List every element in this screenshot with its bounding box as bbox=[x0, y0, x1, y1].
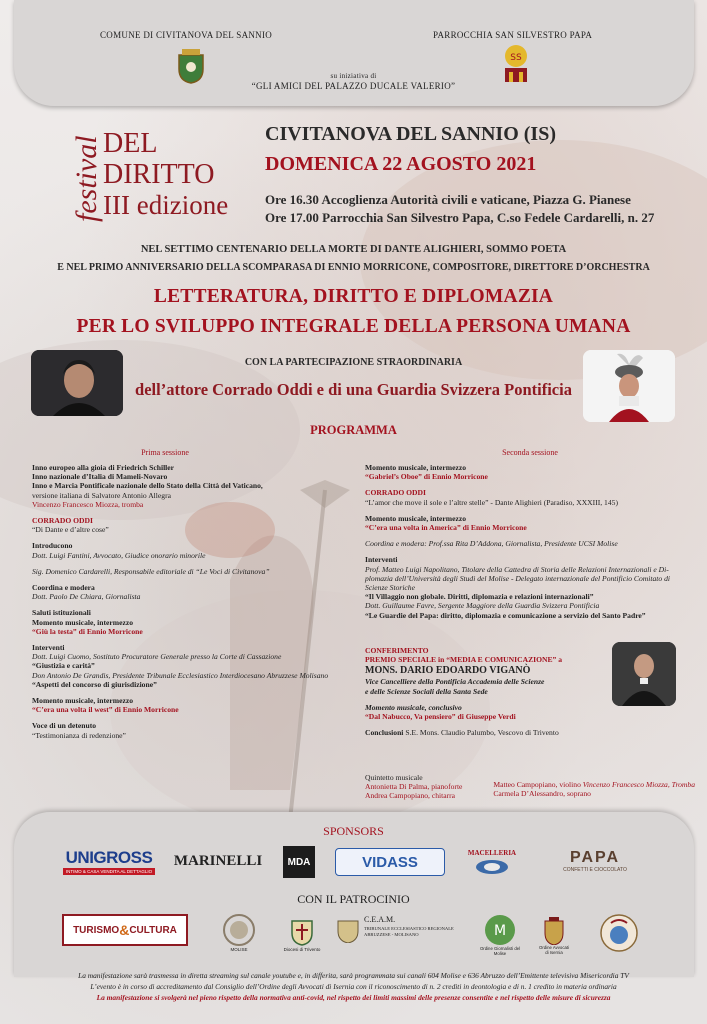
program-line: Interventi bbox=[32, 643, 65, 653]
program-line: “Di Dante e d’altre cose” bbox=[32, 525, 109, 535]
ordine-avvocati-icon bbox=[543, 915, 565, 945]
program-line: Dott. Luigi Fantini, Avvocato, Giudice onorario minorile bbox=[32, 550, 206, 560]
award-desc-2: e delle Scienze Sociali della Santa Sede bbox=[365, 686, 488, 696]
quintet-title: Quintetto musicale bbox=[365, 773, 423, 782]
svg-text:M: M bbox=[493, 923, 507, 939]
second-session-title: Seconda sessione bbox=[502, 448, 558, 457]
macelleria-cow-icon bbox=[472, 857, 512, 875]
quintet-member-2: Andrea Campopiano, chitarra bbox=[365, 791, 456, 801]
music-final-label: Momento musicale, conclusivo bbox=[365, 702, 462, 712]
round-seal-icon bbox=[599, 913, 639, 953]
quintet-member-3: Matteo Campopiano, violino bbox=[493, 780, 581, 790]
event-place: CIVITANOVA DEL SANNIO (IS) bbox=[265, 123, 556, 145]
program-line: Saluti istituzionali bbox=[32, 608, 91, 618]
main-title-line-2: PER LO SVILUPPO INTEGRALE DELLA PERSONA UMANA bbox=[76, 316, 631, 337]
award-line-1: CONFERIMENTO bbox=[365, 646, 429, 655]
program-line: Momento musicale, intermezzo bbox=[365, 463, 467, 472]
award-name: MONS. DARIO EDOARDO VIGANÒ bbox=[365, 665, 531, 677]
program-line: “Giustizia e carità” bbox=[32, 661, 95, 671]
program-line bbox=[32, 560, 342, 567]
program-line bbox=[32, 534, 342, 541]
program-line: Interventi bbox=[365, 555, 398, 565]
conclusion-label: Conclusioni bbox=[365, 728, 404, 738]
sponsors-title: SPONSORS bbox=[323, 824, 384, 838]
footer-line-2: L’evento è in corso di accreditamento dal Consiglio dell’Ordine degli Avvocati di Isernia con il riconoscimento di n. 2 crediti in deontologia e di n. 1 credito in materia ordinaria bbox=[90, 982, 617, 991]
program-line: “Giù la testa” di Ennio Morricone bbox=[32, 626, 143, 636]
award-desc-1: Vice Cancelliere della Pontificia Accademia delle Scienze bbox=[365, 677, 545, 687]
program-line bbox=[32, 714, 342, 721]
program-line: Introducono bbox=[32, 541, 73, 551]
svg-text:SS: SS bbox=[510, 53, 522, 63]
patronage-title: CON IL PATROCINIO bbox=[297, 892, 410, 906]
quintet-member-1: Antonietta Di Palma, pianoforte bbox=[365, 782, 463, 792]
program-line: Scienze Storiche bbox=[365, 583, 415, 593]
program-line bbox=[32, 689, 342, 696]
quintet-member-5: Carmela D’Alessandro, soprano bbox=[493, 789, 591, 799]
festival-word: festival bbox=[70, 135, 103, 222]
program-line: Inno e Marcia Pontificale nazionale dello Stato della Città del Vaticano, bbox=[32, 481, 263, 491]
program-line: “Il Villaggio non globale. Diritti, diplomazia e relazioni internazionali” bbox=[365, 592, 594, 602]
program-line: CORRADO ODDI bbox=[32, 516, 93, 526]
event-time-2: Ore 17.00 Parrocchia San Silvestro Papa, C.so Fedele Cardarelli, n. 27 bbox=[265, 210, 655, 225]
first-session-title: Prima sessione bbox=[141, 448, 189, 457]
program-line: Inno europeo alla gioia di Friedrich Schiller bbox=[32, 463, 175, 472]
program-line: Momento musicale, intermezzo bbox=[32, 617, 134, 627]
program-line: Prof. Matteo Luigi Napolitano, Titolare della Cattedra di Storia delle Relazioni Internazionali e Di- bbox=[365, 564, 669, 574]
program-line: “Gabriel’s Oboe” di Ennio Morricone bbox=[365, 472, 488, 482]
program-line: Dott. Paolo De Chiara, Giornalista bbox=[32, 592, 141, 602]
program-line bbox=[32, 509, 342, 516]
event-time-1: Ore 16.30 Accoglienza Autorità civili e vaticane, Piazza G. Pianese bbox=[265, 192, 631, 207]
main-title-line-1: LETTERATURA, DIRITTO E DIPLOMAZIA bbox=[153, 286, 554, 307]
ceam-logo: C.E.A.M. TRIBUNALE ECCLESIASTICO REGIONALE ABRUZZESE - MOLISANO bbox=[336, 915, 471, 945]
program-line: Voce di un detenuto bbox=[32, 721, 97, 731]
footer-line-3: La manifestazione si svolgerà nel pieno rispetto della normativa anti-covid, nel rispetto dei limiti massimi delle presenze consentite e nel rispetto delle misure di sicurezza bbox=[96, 993, 611, 1002]
comune-label: COMUNE DI CIVITANOVA DEL SANNIO bbox=[100, 30, 273, 40]
participation-text: dell’attore Corrado Oddi e di una Guardia Svizzera Pontificia bbox=[135, 380, 572, 399]
program-line: Coordina e modera: Prof.ssa Rita D’Addona, Giornalista, Presidente UCSI Molise bbox=[365, 539, 618, 549]
footer-line-1: La manifestazione sarà trasmessa in diretta streaming sul canale youtube e, in differita, sarà programmata sui canali 604 Molise e 636 Abruzzo dell’Emittente televisiva Misericordia TV bbox=[78, 971, 629, 980]
program-line: Don Antonio De Grandis, Presidente Tribunale Ecclesiastico Interdiocesano Abruzzese Molisano bbox=[32, 670, 329, 680]
program-line: “Le Guardie del Papa: diritto, diplomazia e comunicazione a servizio del Santo Padre” bbox=[365, 610, 646, 620]
program-line: Sig. Domenico Cardarelli, Responsabile editoriale di “Le Voci di Civitanova” bbox=[32, 566, 270, 576]
anniversary-line-2: E NEL PRIMO ANNIVERSARIO DELLA SCOMPARASA DI ENNIO MORRICONE, COMPOSITORE, DIRETTORE D’ORCHESTRA bbox=[57, 262, 650, 273]
second-session-list bbox=[365, 463, 685, 620]
turismo-cultura-logo: TURISMO & CULTURA bbox=[62, 914, 188, 946]
festival-line-edizione: III edizione bbox=[103, 190, 229, 220]
event-date: DOMENICA 22 AGOSTO 2021 bbox=[265, 153, 537, 175]
first-session-list bbox=[32, 463, 342, 740]
program-line: Inno nazionale d’Italia di Mameli-Novaro bbox=[32, 472, 168, 482]
program-line bbox=[32, 576, 342, 583]
program-line: Dott. Luigi Cuomo, Sostituto Procuratore Generale presso la Corte di Cassazione bbox=[32, 652, 282, 662]
program-line bbox=[365, 507, 685, 514]
program-line: Momento musicale, intermezzo bbox=[365, 513, 467, 523]
program-line: “Testimonianza di redenzione” bbox=[32, 730, 126, 740]
ordine-giornalisti-logo: M Ordine Giornalisti del Molise bbox=[477, 910, 523, 960]
anniversary-line-1: NEL SETTIMO CENTENARIO DELLA MORTE DI DANTE ALIGHIERI, SOMMO POETA bbox=[140, 244, 567, 255]
ordine-avvocati-logo: Ordine Avvocati di Isernia bbox=[537, 910, 571, 960]
conclusion-line bbox=[365, 728, 625, 737]
molise-logo: MOLISE bbox=[215, 910, 263, 954]
program-line: Momento musicale, intermezzo bbox=[32, 696, 134, 706]
participation-intro: CON LA PARTECIPAZIONE STRAORDINARIA bbox=[244, 357, 463, 368]
vigano-photo bbox=[612, 642, 676, 706]
program-line bbox=[365, 532, 685, 539]
mda-logo: MDA bbox=[283, 846, 315, 878]
program-line: CORRADO ODDI bbox=[365, 488, 426, 498]
program-line bbox=[365, 548, 685, 555]
program-line: Coordina e modera bbox=[32, 583, 95, 593]
papa-logo: PAPA CONFETTI E CIOCCOLATO bbox=[563, 849, 627, 873]
molise-emblem-icon bbox=[222, 913, 256, 947]
unigross-logo: UNIGROSS INTIMO & CASA VENDITA AL DETTAGLIO bbox=[60, 846, 158, 876]
award-line-2: PREMIO SPECIALE in “MEDIA E COMUNICAZIONE” a bbox=[365, 655, 563, 665]
music-final-title: “Dal Nabucco, Va pensiero” di Giuseppe Verdi bbox=[365, 712, 516, 722]
extra-patron-logo bbox=[598, 912, 640, 954]
program-line: versione italiana di Salvatore Antonio Allegra bbox=[32, 490, 171, 500]
parrocchia-label: PARROCCHIA SAN SILVESTRO PAPA bbox=[433, 30, 593, 40]
program-line: “C’era una volta il west” di Ennio Morricone bbox=[32, 705, 179, 715]
marinelli-logo: MARINELLI bbox=[173, 852, 263, 869]
program-line: Dott. Guillaume Favre, Sergente Maggiore della Guardia Svizzera Pontificia bbox=[365, 601, 600, 611]
program-line bbox=[32, 636, 342, 643]
festival-line-diritto: DIRITTO bbox=[103, 159, 215, 190]
initiative-label: su iniziativa di bbox=[330, 72, 377, 80]
conclusion-text: S.E. Mons. Claudio Palumbo, Vescovo di Trivento bbox=[405, 728, 559, 738]
macelleria-logo: MACELLERIA bbox=[460, 845, 524, 879]
initiative-org: “GLI AMICI DEL PALAZZO DUCALE VALERIO” bbox=[251, 81, 456, 91]
quintet-member-4: Vincenzo Francesco Miozza, Tromba bbox=[582, 780, 695, 790]
diocesi-logo: Diocesi di Trivento bbox=[282, 910, 322, 956]
program-line: “C’era una volta in America” di Ennio Morricone bbox=[365, 523, 527, 533]
program-line bbox=[32, 601, 342, 608]
programma-title: PROGRAMMA bbox=[310, 423, 397, 437]
program-line bbox=[365, 481, 685, 488]
program-line: “L’amor che move il sole e l’altre stelle” - Dante Alighieri (Paradiso, XXXIII, 145) bbox=[365, 497, 618, 507]
ceam-emblem-icon bbox=[336, 917, 360, 943]
program-line: plomazia dell’Università degli Studi del Molise - Delegato internazionale del Pontificio Comitato di bbox=[365, 573, 670, 583]
award-block bbox=[365, 646, 625, 737]
program-line: Vincenzo Francesco Miozza, tromba bbox=[32, 499, 144, 509]
quintet-block bbox=[365, 773, 695, 801]
program-line: “Aspetti del concorso di giurisdizione” bbox=[32, 679, 157, 689]
diocesi-emblem-icon bbox=[289, 915, 315, 947]
ordine-giornalisti-icon bbox=[484, 914, 516, 946]
festival-line-del: DEL bbox=[103, 128, 158, 159]
vidass-logo: VIDASS bbox=[335, 848, 445, 876]
